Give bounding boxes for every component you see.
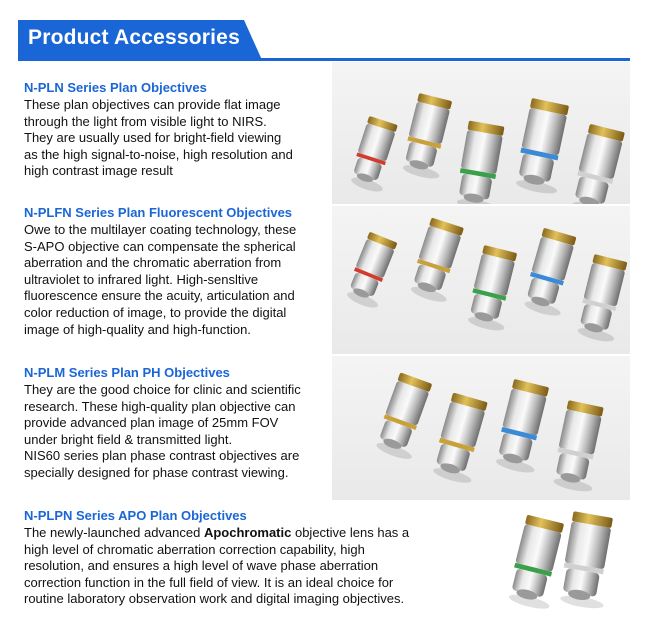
section-body: They are the good choice for clinic and scientific research. These high-quality plan objective can provide advanced plan image of 25mm FOV under bright field & transmitted light. NIS60 series plan phase contrast objectives are specially designed for phase contrast viewing. xyxy=(24,382,301,480)
section-body: These plan objectives can provide flat image through the light from visible light to NIRS. They are usually used for bright-field viewing as the high signal-to-noise, high resolution and high contrast image result xyxy=(24,97,293,179)
section-title: N-PLPN Series APO Plan Objectives xyxy=(24,508,247,523)
objective-lens-icon xyxy=(521,228,582,319)
section-header xyxy=(18,20,630,62)
objective-lens-icon xyxy=(506,515,570,612)
section-title: N-PLN Series Plan Objectives xyxy=(24,80,207,95)
objective-lens-icon xyxy=(347,116,403,194)
objective-lens-icon xyxy=(343,232,403,311)
objective-lens-icon xyxy=(513,98,575,196)
objective-lens-icon xyxy=(400,93,458,181)
objective-lens-icon xyxy=(550,400,609,494)
section-n-plfn xyxy=(24,205,329,338)
section-body: The newly-launched advanced Apochromatic objective lens has a high level of chromatic aberration correction capability, high resolution, and ensures a high level of wave phase aberration correction function in the full field of view. It is an ideal choice for routine laboratory observation work and digital imaging objectives. xyxy=(24,525,410,607)
section-body: Owe to the multilayer coating technology, these S-APO objective can compensate the spherical aberration and the chromatic aberration from ultraviolet to infrared light. High-sensltive fluorescence ensure the acuity, articulation and color reduction of image, to provide the digital image of high-quality and high-function. xyxy=(24,222,297,337)
objective-lens-icon xyxy=(465,245,523,333)
section-n-plpn xyxy=(24,508,444,608)
section-title: N-PLFN Series Plan Fluorescent Objectives xyxy=(24,205,293,220)
objective-lens-icon xyxy=(373,372,438,462)
objectives-photo-plfn xyxy=(332,206,630,354)
section-title: N-PLM Series Plan PH Objectives xyxy=(24,365,230,380)
objective-lens-image xyxy=(332,62,630,204)
objective-lens-icon xyxy=(454,120,510,204)
header-underline xyxy=(18,58,630,61)
section-n-plm xyxy=(24,365,329,482)
objective-lens-image xyxy=(332,206,630,354)
objectives-photo-pln xyxy=(332,62,630,204)
objective-lens-icon xyxy=(557,511,618,611)
page-title: Product Accessories xyxy=(28,26,240,49)
objective-lens-icon xyxy=(407,217,469,304)
objective-lens-icon xyxy=(493,379,555,475)
section-n-pln xyxy=(24,80,324,180)
objective-lens-image xyxy=(486,506,630,614)
objective-lens-icon xyxy=(569,124,630,204)
objective-lens-image xyxy=(332,356,630,500)
objectives-photo-plm xyxy=(332,356,630,500)
objectives-photo-plpn xyxy=(486,506,630,614)
objective-lens-icon xyxy=(430,393,494,486)
objective-lens-icon xyxy=(574,254,630,344)
